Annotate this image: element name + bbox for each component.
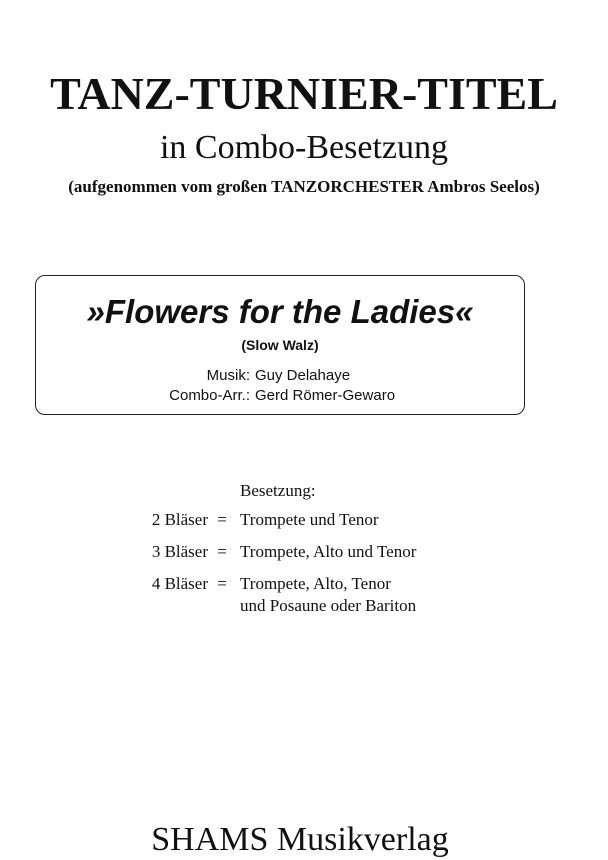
instrument-count: 4 Bläser <box>151 574 208 593</box>
instrument-list: Trompete und Tenor <box>240 510 379 529</box>
instrument-list-continued: und Posaune oder Bariton <box>240 596 417 615</box>
equals-sign: = <box>217 574 227 593</box>
recording-note: (aufgenommen vom großen TANZORCHESTER Ambros Seelos) <box>68 177 540 196</box>
composer-name: Guy Delahaye <box>255 367 351 384</box>
instrument-count: 2 Bläser <box>151 510 208 529</box>
publisher-name: SHAMS Musikverlag <box>151 821 449 858</box>
arranger-label: Combo-Arr.: <box>169 387 250 404</box>
song-style: (Slow Walz) <box>241 337 319 353</box>
instrument-list: Trompete, Alto, Tenor <box>240 574 391 593</box>
instrumentation-heading: Besetzung: <box>240 481 316 500</box>
instrument-list: Trompete, Alto und Tenor <box>240 542 417 561</box>
subtitle: in Combo-Besetzung <box>159 129 449 166</box>
main-title: TANZ-TURNIER-TITEL <box>50 68 558 119</box>
music-label: Musik: <box>206 367 250 384</box>
equals-sign: = <box>217 510 227 529</box>
equals-sign: = <box>217 542 227 561</box>
song-title: »Flowers for the Ladies« <box>86 293 474 330</box>
arranger-name: Gerd Römer-Gewaro <box>255 387 396 404</box>
instrument-count: 3 Bläser <box>151 542 208 561</box>
